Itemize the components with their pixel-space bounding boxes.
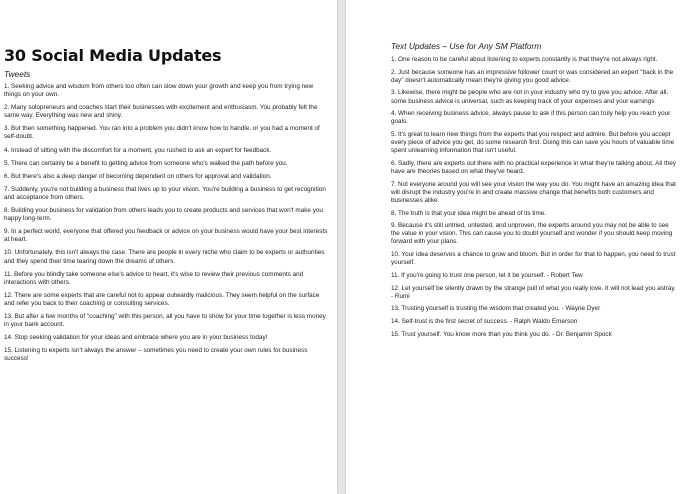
text-update-item: 14. Self-trust is the first secret of success. - Ralph Waldo Emerson <box>391 318 578 326</box>
tweet-item: 8. Building your business for validation from others leads you to create products and services that won't make you happy long-term. <box>4 207 323 223</box>
tweet-item: 13. But after a few months of "coaching" with this person, all you have to show for your time together is less money in your bank account. <box>4 312 326 329</box>
document-title: 30 Social Media Updates <box>4 46 222 65</box>
tweet-item: 7. Suddenly, you're not building a business that lives up to your vision. You're building a business to get recognition and acceptance from others. <box>4 185 326 201</box>
text-update-item: 3. Likewise, there might be people who are not in your industry who try to give you advice. After all, some business advice is universal, such as keeping track of your expenses and your earnings <box>391 89 669 105</box>
tweet-item: 15. Listening to experts isn't always the answer – sometimes you need to create your own rules for business success! <box>4 347 308 363</box>
text-update-item: 4. When receiving business advice, always pause to ask if this person can truly help you reach your goals. <box>391 110 671 126</box>
section-heading-text-updates: Text Updates – Use for Any SM Platform <box>391 41 542 51</box>
tweet-item: 12. There are some experts that are careful not to appear outwardly malicious. They seem helpful on the surface and refer you back to their coaching or consulting services. <box>4 291 320 307</box>
text-update-item: 6. Sadly, there are experts out there with no practical experience in what they're talking about. All they have are theories based on what they've heard. <box>391 159 676 175</box>
text-updates-list <box>391 56 676 339</box>
tweet-item: 5. There can certainly be a benefit to getting advice from someone who's walked the path before you. <box>4 159 288 167</box>
text-update-item: 1. One reason to be careful about listening to experts constantly is that they're not always right. <box>391 56 658 63</box>
tweet-item: 11. Before you blindly take someone else's advice to heart, it's wise to review their previous comments and interactions with others. <box>4 270 304 286</box>
tweet-item: 14. Stop seeking validation for your ideas and embrace where you are in your business today! <box>4 334 268 342</box>
tweet-item: 1. Seeking advice and wisdom from others too often can slow down your growth and keep you from trying new things on your own. <box>4 83 314 99</box>
tweet-item: 4. Instead of sitting with the discomfort for a moment, you rushed to ask an expert for feedback. <box>4 146 272 154</box>
text-update-item: 13. Trusting yourself is trusting the wisdom that created you. - Wayne Dyer <box>391 305 601 313</box>
text-update-item: 2. Just because someone has an impressive follower count or was considered an expert "back in the day" doesn't automatically mean they're giving you good advice. <box>391 68 674 84</box>
tweet-item: 9. In a perfect world, everyone that offered you feedback or advice on your business would have your best interests at heart. <box>4 228 328 244</box>
document-page-right <box>346 0 684 494</box>
section-heading-tweets: Tweets <box>4 69 31 79</box>
text-update-item: 5. It's great to learn new things from the experts that you respect and admire. But before you accept every piece of advice you get, do some research first. Doing this can save you hours of valuable time spent unlearning information that isn't useful. <box>391 131 675 155</box>
tweet-item: 10. Unfortunately, this isn't always the case. There are people in every niche who claim to be experts or authorities and they spend their time tearing down the dreams of others. <box>4 249 325 265</box>
text-update-item: 10. Your idea deserves a chance to grow and bloom. But in order for that to happen, you need to trust yourself. <box>391 251 676 267</box>
document-page-left <box>0 0 337 494</box>
tweet-item: 2. Many solopreneurs and coaches start their businesses with excitement and enthusiasm. You probably felt the same way. Everything was new and shiny. <box>4 104 318 120</box>
text-update-item: 12. Let yourself be silently drawn by the strange pull of what you really love. It will not lead you astray. - Rumi <box>391 284 676 300</box>
tweet-item: 3. But then something happened. You ran into a problem you didn't know how to handle, or you had a moment of self-doubt. <box>4 125 320 141</box>
tweets-list <box>4 83 329 363</box>
text-update-item: 11. If you're going to trust one person, let it be yourself. - Robert Tew <box>391 271 583 279</box>
tweet-item: 6. But there's also a deep danger of becoming dependent on others for approval and validation. <box>4 172 272 180</box>
text-update-item: 15. Trust yourself. You know more than you think you do. - Dr. Benjamin Spock <box>391 330 612 338</box>
text-update-item: 9. Because it's still untried, untested, and unproven, the experts around you may not be able to see the value in your vision. This can cause you to doubt yourself and wonder if you should keep moving forward with your plans. <box>391 222 673 246</box>
text-update-item: 8. The truth is that your idea might be ahead of its time. <box>391 209 547 217</box>
text-update-item: 7. Not everyone around you will see your vision the way you do. You might have an amazing idea that will disrupt the industry you're in and create massive change that benefits both customers and businesses alike. <box>391 180 676 204</box>
